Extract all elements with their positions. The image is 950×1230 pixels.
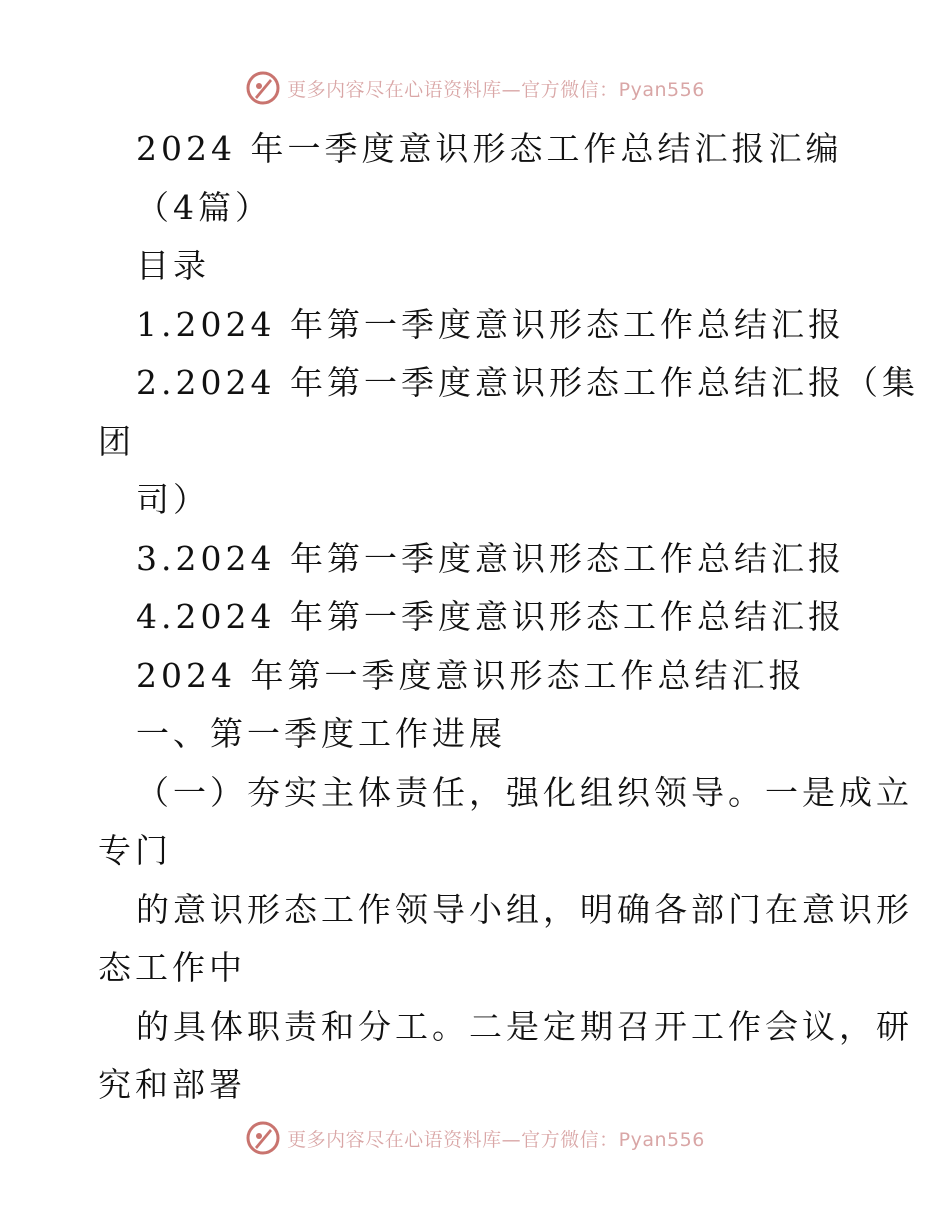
watermark-text: 更多内容尽在心语资料库—官方微信：Pyan556 [287,78,705,101]
text-line: （一）夯实主体责任，强化组织领导。一是成立 [136,772,913,812]
text-line: 4.2024 年第一季度意识形态工作总结汇报 [136,597,845,636]
text-line: 目录 [136,246,210,285]
text-line: 3.2024 年第一季度意识形态工作总结汇报 [136,538,845,578]
text-line: 专门 [98,831,172,870]
document-body [0,120,950,1115]
text-line: 1.2024 年第一季度意识形态工作总结汇报 [136,304,845,344]
text-line: 态工作中 [98,948,246,987]
text-line: 2.2024 年第一季度意识形态工作总结汇报（集 [136,363,919,402]
text-line: 究和部署 [98,1065,246,1104]
text-line: 团 [98,421,135,461]
header-watermark [0,70,950,106]
text-line: 2024 年第一季度意识形态工作总结汇报 [136,655,806,695]
text-line: 的意识形态工作领导小组，明确各部门在意识形 [136,889,913,929]
watermark-text: 更多内容尽在心语资料库—官方微信：Pyan556 [287,1128,705,1151]
text-line: 的具体职责和分工。二是定期召开工作会议，研 [136,1006,913,1046]
quill-logo-icon [245,70,281,106]
text-line: 2024 年一季度意识形态工作总结汇报汇编 [136,129,843,168]
text-line: 司） [136,480,210,519]
text-line: 一、第一季度工作进展 [136,714,506,753]
text-line: （4篇） [136,187,272,227]
quill-logo-icon [245,1120,281,1156]
footer-watermark [0,1120,950,1156]
